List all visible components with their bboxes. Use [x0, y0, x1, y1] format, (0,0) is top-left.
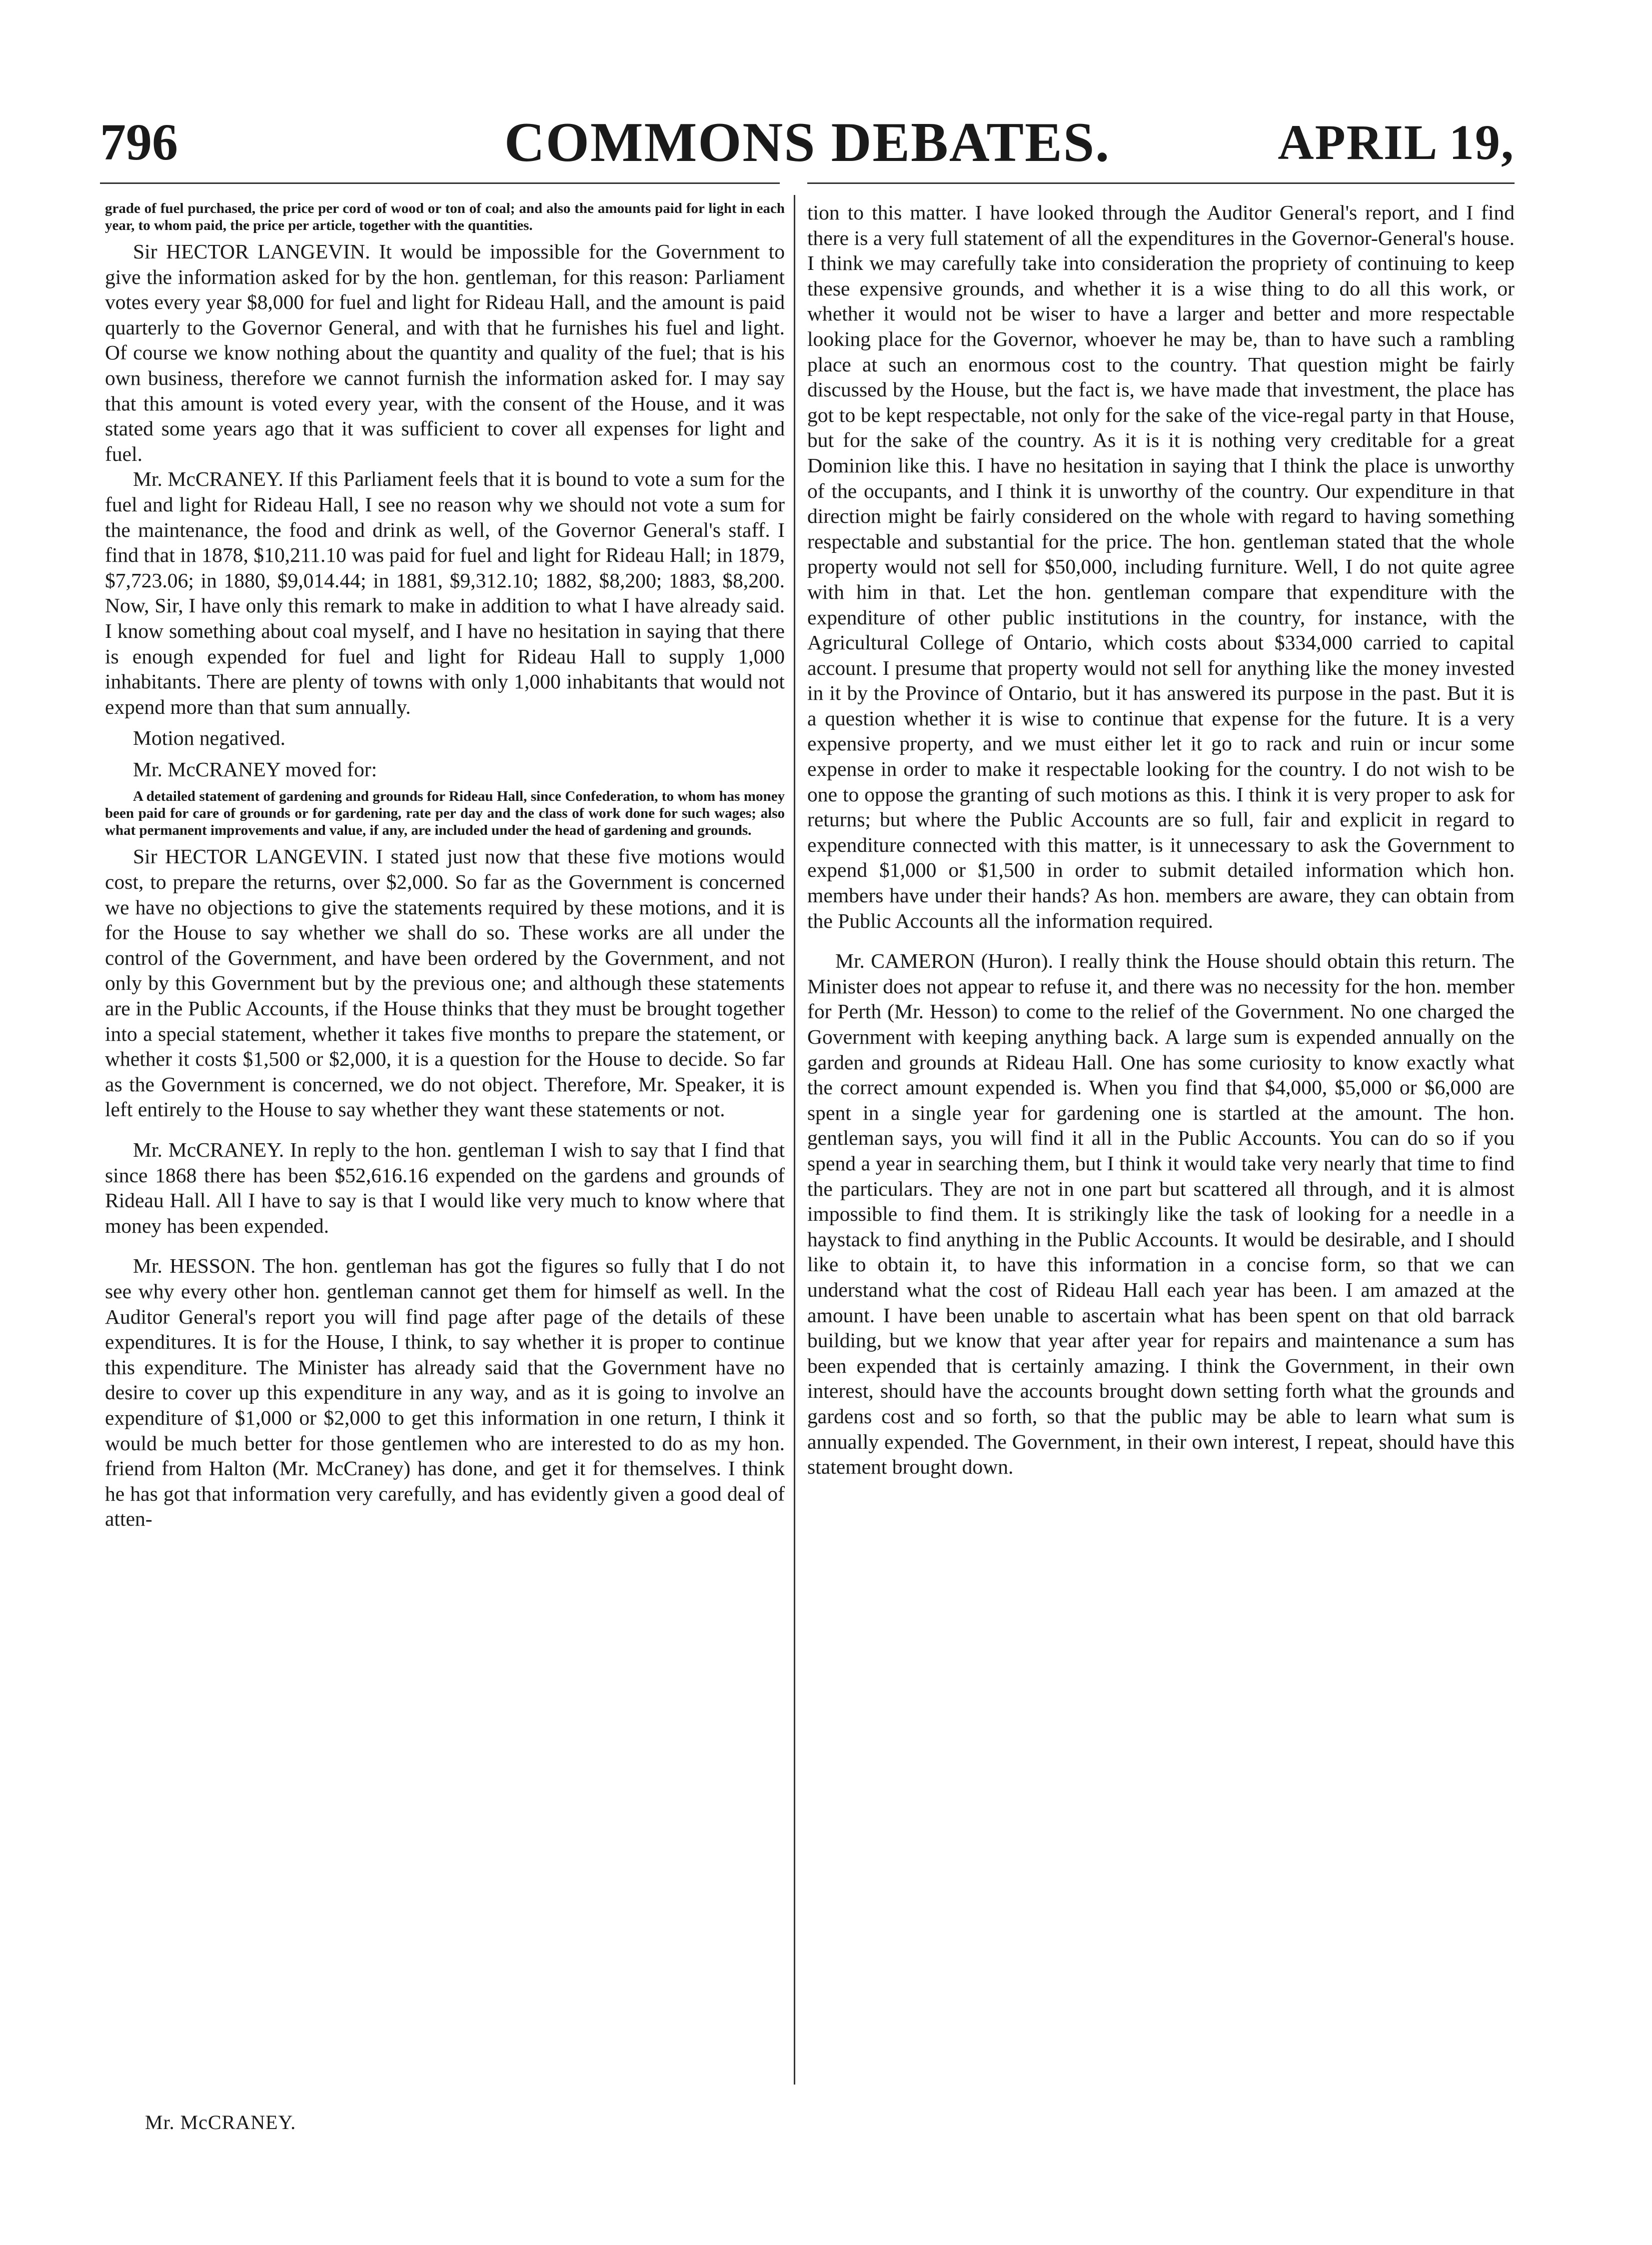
- paragraph-mccraney-fuel: Mr. McCRANEY. If this Parliament feels that it is bound to vote a sum for the fuel and light for Rideau Hall, I see no reason why we should not vote a sum for the maintenance, the food and drink as well, of the Governor General's staff. I find that in 1878, $10,211.10 was paid for fuel and light for Rideau Hall; in 1879, $7,723.06; in 1880, $9,014.44; in 1881, $9,312.10; 1882, $8,200; 1883, $8,200. Now, Sir, I have only this remark to make in addition to what I have already said. I know something about coal myself, and I have no hesitation in saying that there is enough expended for fuel and light for Rideau Hall to supply 1,000 inhabitants. There are plenty of towns with only 1,000 inhabitants that would not expend more than that sum annually.: [105, 467, 785, 718]
- paragraph-cameron: Mr. CAMERON (Huron). I really think the House should obtain this return. The Minister does not appear to refuse it, and there was no necessity for the hon. member for Perth (Mr. Hesson) to come to the relief of the Government. No one charged the Government with keeping anything back. A large sum is expended annually on the garden and grounds at Rideau Hall. One has some curiosity to know exactly what the correct amount expended is. When you find that $4,000, $5,000 or $6,000 are spent in a single year for gardening one is startled at the amount. The hon. gentleman says, you will find it all in the Public Accounts. You can do so if you spend a year in searching them, but I think it would take very nearly that time to find the particulars. They are not in one part but scattered all through, and it is almost impossible to find them. It is strikingly like the task of looking for a needle in a haystack to find anything in the Public Accounts. It would be desirable, and I should like to obtain it, to have this information in a concise form, so that we can understand what the cost of Rideau Hall each year has been. I am amazed at the amount. I have been unable to ascertain what has been spent on that old barrack building, but we know that year after year for repairs and maintenance a sum has been expended that is certainly amazing. I think the Government, in their own interest, should have the accounts brought down setting forth what the grounds and gardens cost and so forth, so that the public may be able to learn what sum is annually expended. The Government, in their own interest, I repeat, should have this statement brought down.: [807, 949, 1515, 1479]
- column-divider: [794, 195, 795, 2085]
- left-column: [105, 200, 785, 2125]
- paragraph-langevin-fuel: Sir HECTOR LANGEVIN. It would be impossible for the Government to give the information asked for by the hon. gentleman, for this reason: Parliament votes every year $8,000 for fuel and light for Rideau Hall, and the amount is paid quarterly to the Governor General, and with that he furnishes his fuel and light. Of course we know nothing about the quantity and quality of the fuel; that is his own business, therefore we cannot furnish the information asked for. I may say that this amount is voted every year, with the consent of the House, and it was stated some years ago that it was sufficient to cover all expenses for light and fuel.: [105, 240, 785, 465]
- header-rule-left: [100, 182, 780, 184]
- page-date: APRIL 19,: [1278, 114, 1515, 170]
- paragraph-hesson-continued: tion to this matter. I have looked through the Auditor General's report, and I find there is a very full statement of all the expenditures in the Governor-General's house. I think we may carefully take into consideration the propriety of continuing to keep these expensive grounds, and whether it is a wise thing to do all this work, or whether it would not be wiser to have a larger and better and more respectable looking place for the Governor, whoever he may be, than to have such a rambling place at such an enormous cost to the country. That question might be fairly discussed by the House, but the fact is, we have made that investment, the place has got to be kept respectable, not only for the sake of the vice-regal party in that House, but for the sake of the country. As it is it is nothing very creditable for a great Dominion like this. I have no hesitation in saying that I think the place is unworthy of the occupants, and I think it is unworthy of the country. Our expenditure in that direction might be fairly considered on the whole with regard to having something respectable and substantial for the price. The hon. gentleman stated that the whole property would not sell for $50,000, including furniture. Well, I do not quite agree with him in that. Let the hon. gentleman compare that expenditure with the expenditure of other public institutions in the country, for instance, with the Agricultural College of Ontario, which costs about $334,000 carried to capital account. I presume that property would not sell for anything like the money invested in it by the Province of Ontario, but it has answered its purpose in the past. But it is a question whether it is wise to continue that expense for the future. It is a very expensive property, and we must either let it go to rack and ruin or incur some expense in order to make it respectable looking for the country. I do not wish to be one to oppose the granting of such motions as this. I think it is very proper to ask for returns; but where the Public Accounts are so full, fair and explicit in regard to expenditure connected with this matter, is it unnecessary to ask the Government to expend $1,000 or $1,500 in order to submit detailed information which hon. members have under their hands? As hon. members are aware, they can obtain from the Public Accounts all the information required.: [807, 201, 1515, 932]
- mccraney-moved-for: Mr. McCRANEY moved for:: [133, 757, 377, 781]
- paragraph-mccraney-reply: Mr. McCRANEY. In reply to the hon. gentleman I wish to say that I find that since 1868 there has been $52,616.16 expended on the gardens and grounds of Rideau Hall. All I have to say is that I would like very much to know where that money has been expended.: [105, 1138, 785, 1237]
- page-footer: Mr. McCRANEY.: [145, 2111, 296, 2134]
- page-number: 796: [100, 113, 178, 171]
- paragraph-langevin-returns: Sir HECTOR LANGEVIN. I stated just now that these five motions would cost, to prepare the returns, over $2,000. So far as the Government is concerned we have no objections to give the statements required by these motions, and it is for the House to say whether we shall do so. These works are all under the control of the Government, and have been ordered by the Government, and not only by this Government but by the previous one; and although these statements are in the Public Accounts, if the House thinks that they must be brought together into a special statement, whether it takes five months to prepare the statement, or whether it costs $1,500 or $2,000, it is a question for the House to decide. So far as the Government is concerned, we do not object. Therefore, Mr. Speaker, it is left entirely to the House to say whether they want these statements or not.: [105, 845, 785, 1121]
- page-title: COMMONS DEBATES.: [504, 111, 1111, 173]
- motion-text-gardening: A detailed statement of gardening and grounds for Rideau Hall, since Confederation, to whom has money been paid for care of grounds or for gardening, rate per day and the class of work done for such wages; also what permanent improvements and value, if any, are included under the head of gardening and grounds.: [105, 788, 785, 839]
- motion-negatived: Motion negatived.: [133, 726, 285, 750]
- header-rule-right: [807, 182, 1515, 184]
- paragraph-hesson: Mr. HESSON. The hon. gentleman has got the figures so fully that I do not see why every other hon. gentleman cannot get them for himself as well. In the Auditor General's report you will find page after page of the details of these expenditures. It is for the House, I think, to say whether it is proper to continue this expenditure. The Minister has already said that the Government have no desire to cover up this expenditure in any way, and as it is going to involve an expenditure of $1,000 or $2,000 to get this information in one return, I think it would be much better for those gentlemen who are interested to do as my hon. friend from Halton (Mr. McCraney) has done, and get it for themselves. I think he has got that information very carefully, and has evidently given a good deal of atten-: [105, 1254, 785, 1531]
- page-header: [100, 107, 1515, 177]
- motion-text-continued: grade of fuel purchased, the price per cord of wood or ton of coal; and also the amounts paid for light in each year, to whom paid, the price per article, together with the quantities.: [105, 200, 785, 233]
- right-column: [807, 200, 1515, 2125]
